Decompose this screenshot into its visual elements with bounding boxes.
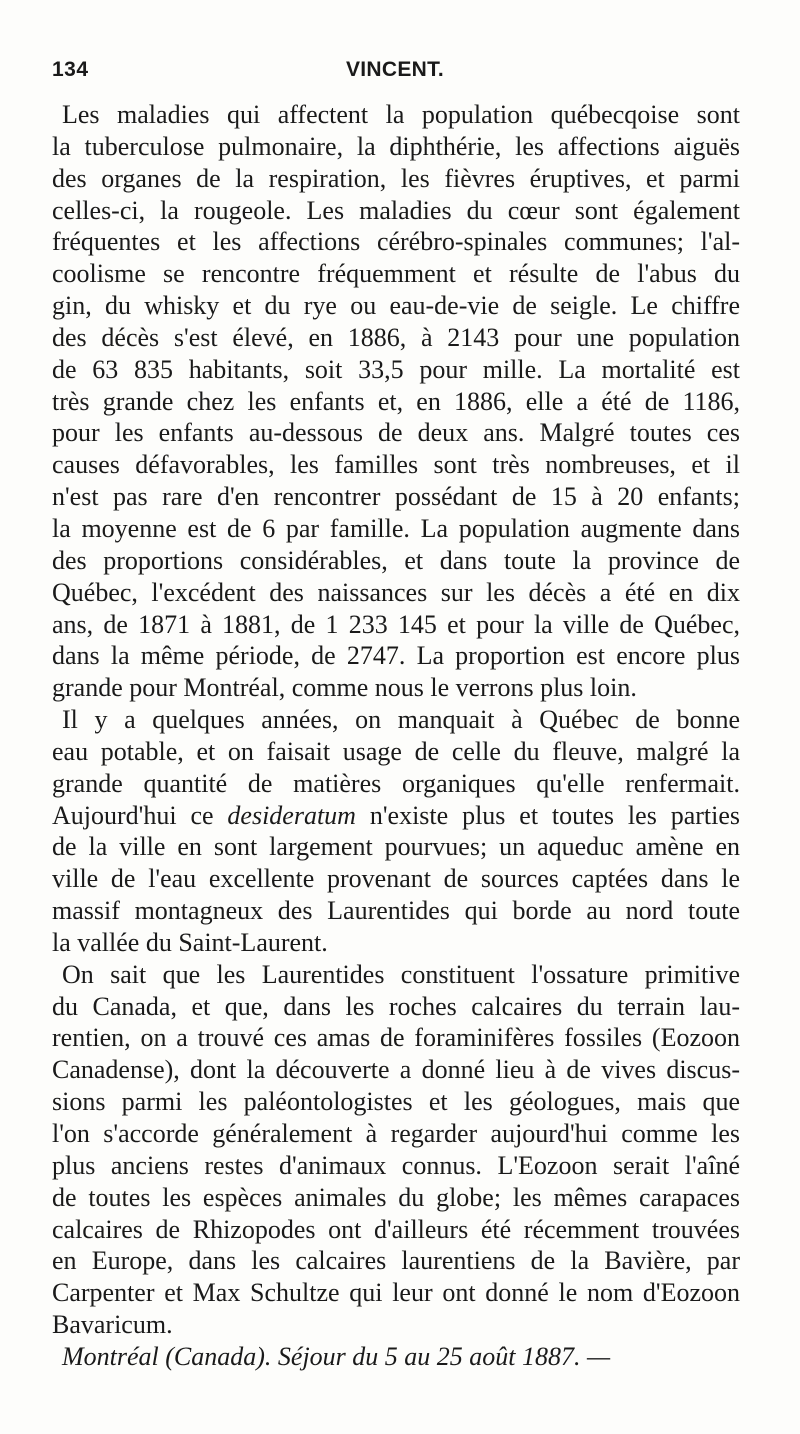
text-line: gin, du whisky et du rye ou eau-de-vie de seigle. Le chiffre xyxy=(52,291,740,321)
text-line: grande pour Montréal, comme nous le verrons plus loin. xyxy=(52,673,637,703)
text-line: sions parmi les paléontologistes et les géologues, mais que xyxy=(52,1087,740,1117)
text-line: massif montagneux des Laurentides qui borde au nord toute xyxy=(52,896,740,926)
text-line: On sait que les Laurentides constituent l'ossature primitive xyxy=(62,959,740,989)
running-title: VINCENT. xyxy=(345,58,445,81)
text-line: des décès s'est élevé, en 1886, à 2143 pour une population xyxy=(52,322,740,352)
text-line: rentien, on a trouvé ces amas de foraminifères fossiles (Eozoon xyxy=(52,1023,740,1053)
text-line: de toutes les espèces animales du globe; les mêmes carapaces xyxy=(52,1182,740,1212)
text-line: des proportions considérables, et dans toute la province de xyxy=(52,545,740,575)
text-line: de 63 835 habitants, soit 33,5 pour mille. La mortalité est xyxy=(52,354,740,384)
text-line: ville de l'eau excellente provenant de sources captées dans le xyxy=(52,864,740,894)
text-line: causes défavorables, les familles sont très nombreuses, et il xyxy=(52,450,740,480)
text-line: ans, de 1871 à 1881, de 1 233 145 et pour la ville de Québec, xyxy=(52,609,740,639)
text-segment: n'existe plus et toutes les parties xyxy=(355,800,740,830)
text-line: du Canada, et que, dans les roches calcaires du terrain lau- xyxy=(52,991,740,1021)
text-line: n'est pas rare d'en rencontrer possédant de 15 à 20 enfants; xyxy=(52,482,740,512)
text-line: pour les enfants au-dessous de deux ans. Malgré toutes ces xyxy=(52,418,740,448)
text-line: coolisme se rencontre fréquemment et résulte de l'abus du xyxy=(52,259,740,289)
text-line: Bavaricum. xyxy=(52,1310,173,1340)
text-line: dans la même période, de 2747. La proportion est encore plus xyxy=(52,641,740,671)
text-line xyxy=(52,800,740,832)
running-head xyxy=(52,58,738,88)
body-text xyxy=(52,99,740,1373)
italic-term: desideratum xyxy=(227,800,356,830)
text-line: la tuberculose pulmonaire, la diphthérie, les affections aiguës xyxy=(52,131,740,161)
text-line: celles-ci, la rougeole. Les maladies du cœur sont également xyxy=(52,195,740,225)
text-line: grande quantité de matières organiques qu'elle renfermait. xyxy=(52,768,740,798)
text-line: calcaires de Rhizopodes ont d'ailleurs été récemment trouvées xyxy=(52,1214,740,1244)
text-line: eau potable, et on faisait usage de celle du fleuve, malgré la xyxy=(52,736,740,766)
text-line: plus anciens restes d'animaux connus. L'Eozoon serait l'aîné xyxy=(52,1150,740,1180)
text-line: Carpenter et Max Schultze qui leur ont donné le nom d'Eozoon xyxy=(52,1278,740,1308)
text-segment: Aujourd'hui ce xyxy=(52,800,228,830)
text-line: Montréal (Canada). Séjour du 5 au 25 août 1887. — xyxy=(62,1341,611,1371)
text-line: fréquentes et les affections cérébro-spinales communes; l'al- xyxy=(52,227,740,257)
text-line: la vallée du Saint-Laurent. xyxy=(52,927,328,957)
text-line: des organes de la respiration, les fièvres éruptives, et parmi xyxy=(52,163,740,193)
text-line: l'on s'accorde généralement à regarder aujourd'hui comme les xyxy=(52,1119,740,1148)
text-line: très grande chez les enfants et, en 1886, elle a été de 1186, xyxy=(52,386,740,416)
text-line: en Europe, dans les calcaires laurentiens de la Bavière, par xyxy=(52,1246,740,1276)
text-line: Les maladies qui affectent la population québecqoise sont xyxy=(62,100,740,129)
text-line: la moyenne est de 6 par famille. La population augmente dans xyxy=(52,513,740,543)
text-line: Canadense), dont la découverte a donné lieu à de vives discus- xyxy=(52,1055,740,1085)
text-line: Il y a quelques années, on manquait à Québec de bonne xyxy=(62,705,740,735)
text-line: de la ville en sont largement pourvues; un aqueduc amène en xyxy=(52,832,740,862)
page-number: 134 xyxy=(52,58,89,81)
text-line: Québec, l'excédent des naissances sur les décès a été en dix xyxy=(52,577,740,607)
